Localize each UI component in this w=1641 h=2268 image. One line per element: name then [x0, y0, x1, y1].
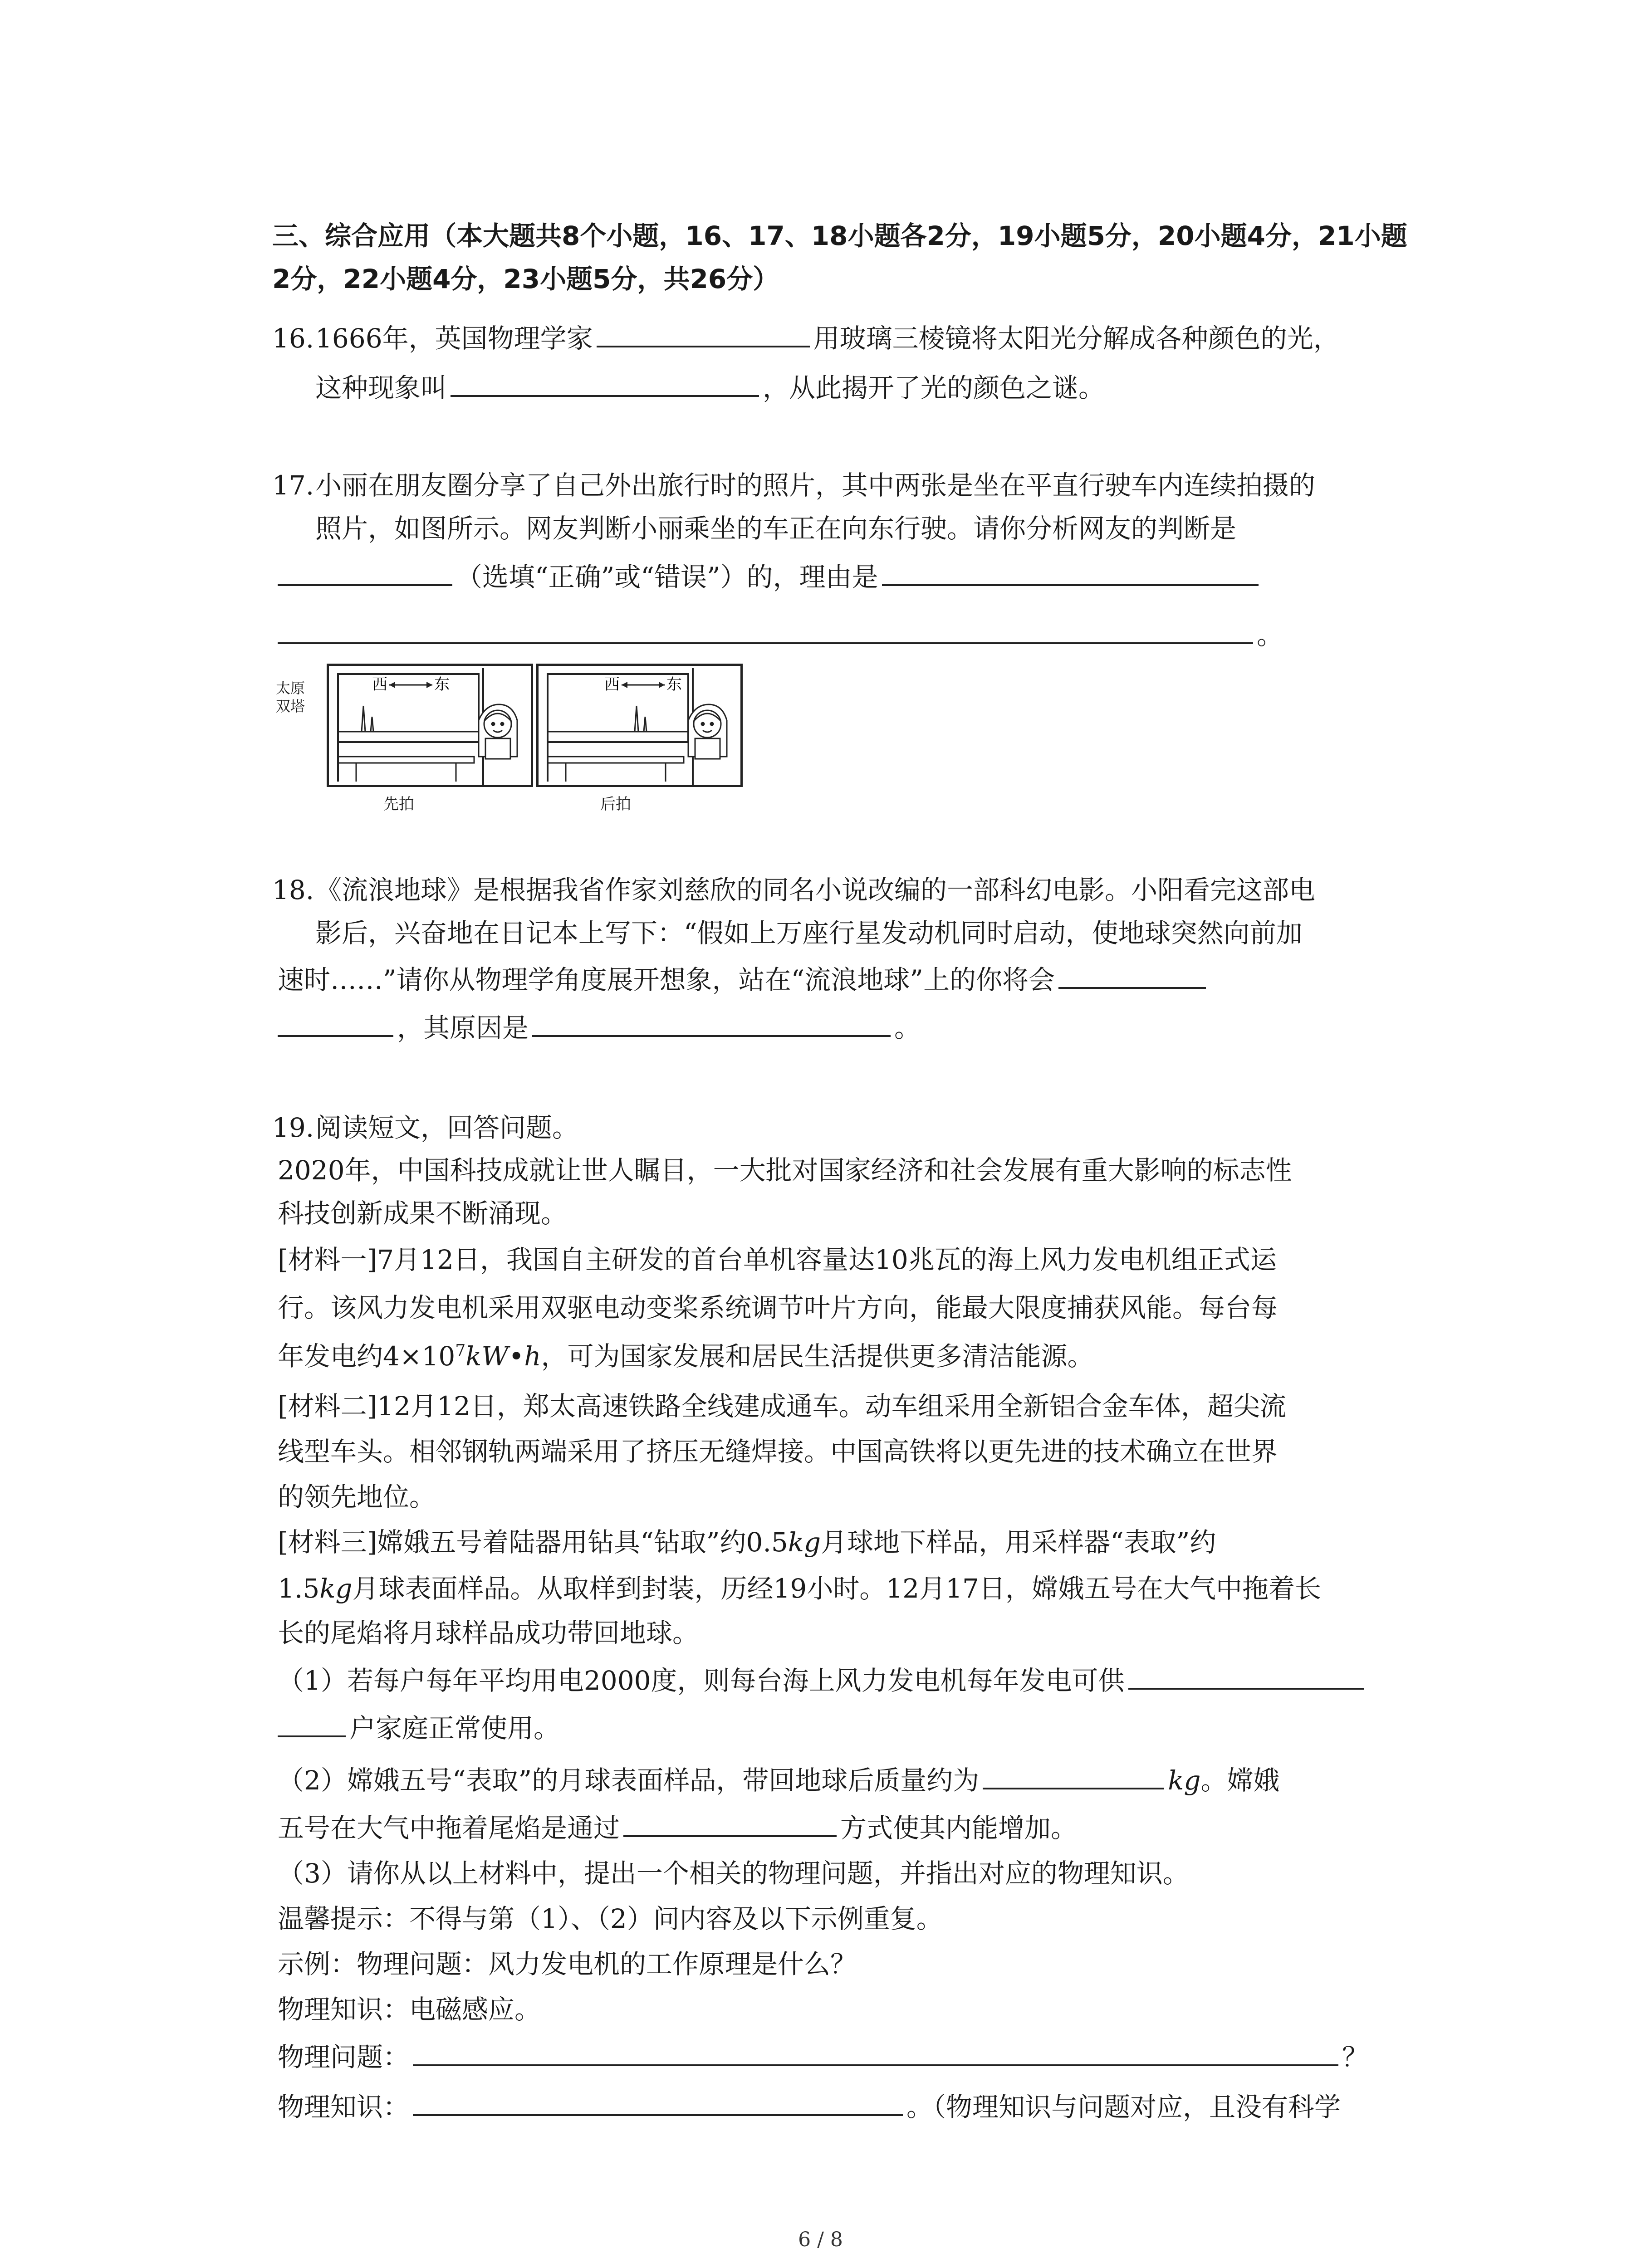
photo-figure-second [536, 664, 743, 787]
q17-line3: （选填“正确”或“错误”）的，理由是 [278, 559, 1262, 595]
figure-side-label: 太原 [276, 679, 305, 697]
material-one: 行。该风力发电机采用双驱电动变桨系统调节叶片方向，能最大限度捕获风能。每台每 [278, 1292, 1278, 1323]
direction-east: 东 [434, 675, 450, 694]
direction-west: 西 [372, 675, 387, 694]
q16-line1: 16.1666年，英国物理学家 用玻璃三棱镜将太阳光分解成各种颜色的光， [272, 320, 1340, 357]
train-interior-illustration [539, 666, 740, 785]
answer-knowledge-line: 物理知识： 。（物理知识与问题对应，且没有科学 [278, 2089, 1341, 2125]
answer-question-line: 物理问题： ？ [278, 2039, 1368, 2075]
tip-text: 温馨提示：不得与第（1）、（2）问内容及以下示例重复。 [278, 1903, 943, 1934]
sub-question-2: （2）嫦娥五号“表取”的月球表面样品，带回地球后质量约为 kg。嫦娥 [278, 1762, 1280, 1799]
answer-blank[interactable] [623, 1810, 837, 1837]
material-three: [材料三]嫦娥五号着陆器用钻具“钻取”约0.5kg月球地下样品，用采样器“表取”约 [278, 1527, 1216, 1558]
figure-caption-second: 后拍 [600, 795, 631, 813]
q17-line1: 17.小丽在朋友圈分享了自己外出旅行时的照片，其中两张是坐在平直行驶车内连续拍摄的 [272, 467, 1315, 503]
answer-blank[interactable] [532, 1010, 891, 1037]
answer-blank[interactable] [413, 2039, 1338, 2066]
sub-question-1: （1）若每户每年平均用电2000度，则每台海上风力发电机每年发电可供 [278, 1662, 1368, 1699]
figure-side-label: 双塔 [276, 698, 305, 715]
photo-figure-first [327, 664, 533, 787]
example-knowledge: 物理知识：电磁感应。 [278, 1994, 541, 2025]
answer-blank[interactable] [413, 2089, 903, 2116]
q18-line4: ，其原因是 。 [278, 1010, 921, 1046]
q18-line2: 影后，兴奋地在日记本上写下：“假如上万座行星发动机同时启动，使地球突然向前加 [315, 918, 1303, 948]
answer-blank[interactable] [1128, 1662, 1364, 1690]
q17-line2: 照片，如图所示。网友判断小丽乘坐的车正在向东行驶。请你分析网友的判断是 [315, 513, 1237, 544]
answer-blank[interactable] [882, 559, 1259, 586]
material-two: 的领先地位。 [278, 1481, 436, 1512]
train-interior-illustration [329, 666, 531, 785]
question-number: 19. [272, 1112, 314, 1143]
twin-towers-icon [635, 706, 647, 732]
answer-blank[interactable] [983, 1762, 1164, 1789]
question-number: 17. [272, 470, 314, 501]
example-question: 示例：物理问题：风力发电机的工作原理是什么？ [278, 1949, 857, 1980]
answer-blank[interactable] [278, 1710, 346, 1737]
q19-intro: 19.阅读短文，回答问题。 [272, 1110, 578, 1146]
sub-question-1-cont: 户家庭正常使用。 [278, 1710, 560, 1746]
sub-question-3: （3）请你从以上材料中，提出一个相关的物理问题，并指出对应的物理知识。 [278, 1858, 1189, 1889]
passenger-girl-icon [688, 704, 727, 759]
material-three: 长的尾焰将月球样品成功带回地球。 [278, 1618, 699, 1648]
page-number: 6 / 8 [798, 2228, 843, 2251]
material-one: 年发电约$4\times 10^7kW•h$，可为国家发展和居民生活提供更多清洁能源。 [278, 1341, 1094, 1372]
material-three: 1.5kg月球表面样品。从取样到封装，历经19小时。12月17日，嫦娥五号在大气中拖着长 [278, 1573, 1321, 1604]
q17-line4: 。 [278, 617, 1283, 653]
answer-blank[interactable] [278, 1010, 393, 1037]
material-one: [材料一]7月12日，我国自主研发的首台单机容量达10兆瓦的海上风力发电机组正式运 [278, 1244, 1277, 1275]
twin-towers-icon [362, 706, 373, 732]
direction-west: 西 [604, 675, 620, 694]
answer-blank[interactable] [597, 320, 810, 347]
answer-blank[interactable] [278, 559, 452, 586]
q18-line3: 速时……”请你从物理学角度展开想象，站在“流浪地球”上的你将会 [278, 962, 1210, 998]
answer-blank[interactable] [278, 617, 1253, 644]
material-two: [材料二]12月12日，郑太高速铁路全线建成通车。动车组采用全新铝合金车体，超尖流 [278, 1391, 1286, 1422]
q19-paragraph: 科技创新成果不断涌现。 [278, 1198, 568, 1229]
passenger-girl-icon [479, 704, 517, 759]
q19-paragraph: 2020年，中国科技成就让世人瞩目，一大批对国家经济和社会发展有重大影响的标志性 [278, 1155, 1292, 1186]
q18-line1: 18.《流浪地球》是根据我省作家刘慈欣的同名小说改编的一部科幻电影。小阳看完这部电 [272, 872, 1315, 908]
answer-blank[interactable] [1058, 962, 1206, 989]
answer-blank[interactable] [451, 370, 759, 397]
q16-line2: 这种现象叫 ，从此揭开了光的颜色之谜。 [315, 370, 1105, 406]
question-number: 16. [272, 323, 314, 354]
material-two: 线型车头。相邻钢轨两端采用了挤压无缝焊接。中国高铁将以更先进的技术确立在世界 [278, 1436, 1278, 1467]
question-number: 18. [272, 875, 314, 905]
figure-caption-first: 先拍 [383, 795, 414, 813]
section-title-cont: 2分，22小题4分，23小题5分，共26分） [272, 264, 779, 294]
direction-east: 东 [666, 675, 682, 694]
section-title: 三、综合应用（本大题共8个小题，16、17、18小题各2分，19小题5分，20小题4分，21小题 [272, 220, 1407, 251]
sub-question-2-cont: 五号在大气中拖着尾焰是通过 方式使其内能增加。 [278, 1810, 1077, 1846]
